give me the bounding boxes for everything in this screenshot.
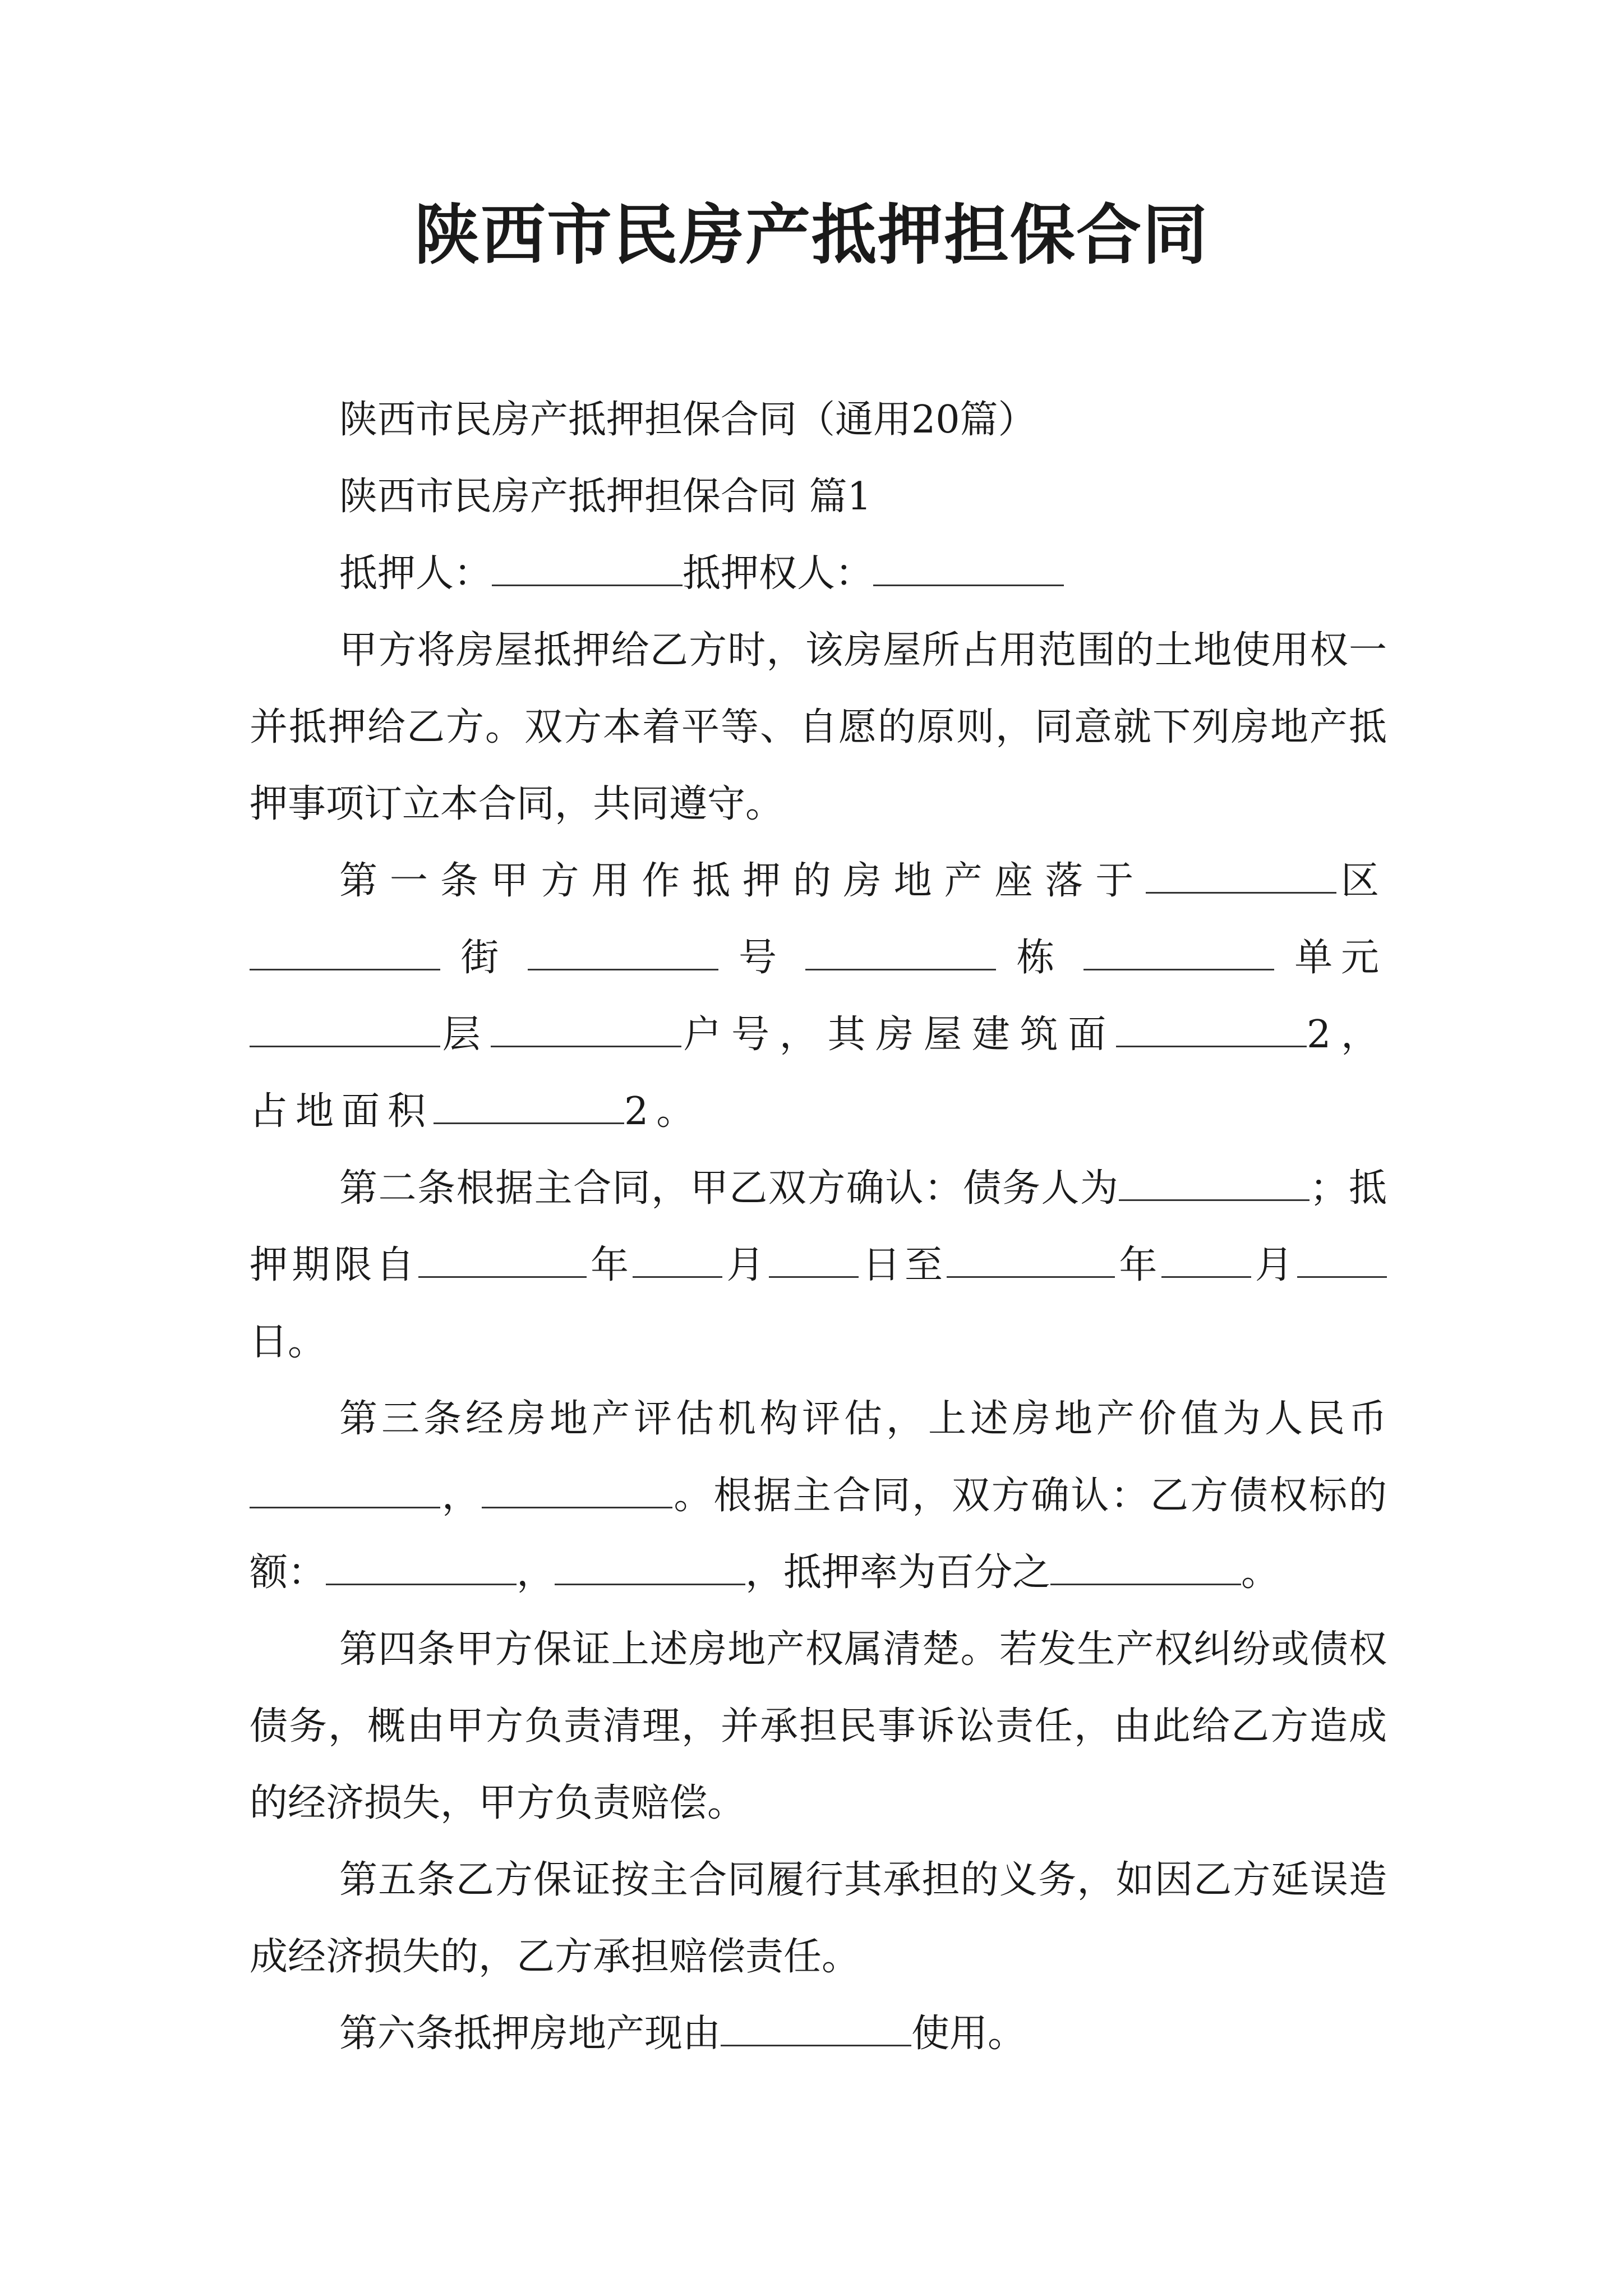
article-2-sep: ；抵押期限自 [250,1166,1387,1287]
user-blank [721,2008,911,2046]
article-3-end: 。 [1241,1550,1280,1595]
article-2-lead: 第二条根据主合同，甲乙双方确认：债务人为 [339,1166,1119,1211]
number-label: 号 [739,936,785,980]
intro-paragraph: 甲方将房屋抵押给乙方时，该房屋所占用范围的土地使用权一并抵押给乙方。双方本着平等、自愿的原则，同意就下列房地产抵押事项订立本合同，共同遵守。 [250,628,1387,826]
article-6 [250,1995,1387,2072]
article-3 [250,1381,1387,1611]
start-year-blank [418,1239,587,1278]
rate-blank [1050,1547,1241,1585]
value-words-blank [482,1470,672,1508]
start-month-blank [633,1239,722,1278]
building-area-blank [1116,1009,1307,1047]
section-heading: 陕西市民房产抵押担保合同 篇1 [339,475,872,519]
mortgagor-blank [492,547,683,586]
article-2 [250,1150,1387,1381]
start-day-blank [769,1239,859,1278]
document-title: 陕西市民房产抵押担保合同 [414,197,1209,273]
year2-label: 年 [1115,1243,1161,1287]
building-label: 栋 [1016,936,1063,980]
day-to-label: 日至 [858,1243,947,1287]
mortgagor-label: 抵押人： [339,551,492,596]
end-day-blank [1297,1239,1387,1278]
mortgagee-blank [873,547,1064,586]
article-6-end: 使用。 [911,2012,1026,2056]
floor-blank [250,1009,440,1047]
article-3-mid: 。根据主合同，双方确认：乙方债权标的额： [250,1474,1387,1595]
article-3-rate: ，抵押率为百分之 [745,1550,1051,1595]
unit-blank [1083,932,1274,970]
article-1 [250,843,1387,1150]
document-subtitle: 陕西市民房产抵押担保合同（通用20篇） [339,398,1036,442]
year-label: 年 [586,1243,633,1287]
month-label: 月 [722,1243,769,1287]
value-blank [250,1470,440,1508]
unit-label: 单元 [1294,936,1387,980]
street-label: 街 [460,936,508,980]
debtor-blank [1119,1162,1310,1201]
article-3-comma: ， [440,1474,482,1518]
end-year-blank [947,1239,1115,1278]
district-label: 区 [1336,859,1387,903]
room-label: 户号，其房屋建筑面 [681,1013,1116,1057]
building-blank [805,932,996,970]
article-1-lead: 第一条甲方用作抵押的房地产座落于 [339,859,1146,903]
article-3-comma2: ， [517,1550,555,1595]
article-6-lead: 第六条抵押房地产现由 [339,2012,721,2056]
number-blank [528,932,718,970]
article-4: 第四条甲方保证上述房地产权属清楚。若发生产权纠纷或债权债务，概由甲方负责清理，并承担民事诉讼责任，由此给乙方造成的经济损失，甲方负责赔偿。 [250,1627,1387,1825]
room-blank [491,1009,681,1047]
document-body [250,381,1387,2072]
article-3-lead: 第三条经房地产评估机构评估，上述房地产价值为人民币 [339,1397,1387,1441]
street-blank [250,932,440,970]
day-end-label: 日。 [250,1320,326,1364]
claim-words-blank [555,1547,745,1585]
mortgagee-label: 抵押权人： [683,551,874,596]
month2-label: 月 [1251,1243,1297,1287]
district-blank [1146,855,1336,894]
land-area-blank [434,1085,624,1124]
claim-amount-blank [326,1547,517,1585]
parties-line [250,535,1387,612]
end-month-blank [1161,1239,1251,1278]
article-5: 第五条乙方保证按主合同履行其承担的义务，如因乙方延误造成经济损失的，乙方承担赔偿责任。 [250,1858,1387,1979]
article-1-end: 2。 [624,1089,703,1134]
area-unit-label: 2，占地面积 [250,1013,1387,1134]
floor-label: 层 [440,1013,491,1057]
